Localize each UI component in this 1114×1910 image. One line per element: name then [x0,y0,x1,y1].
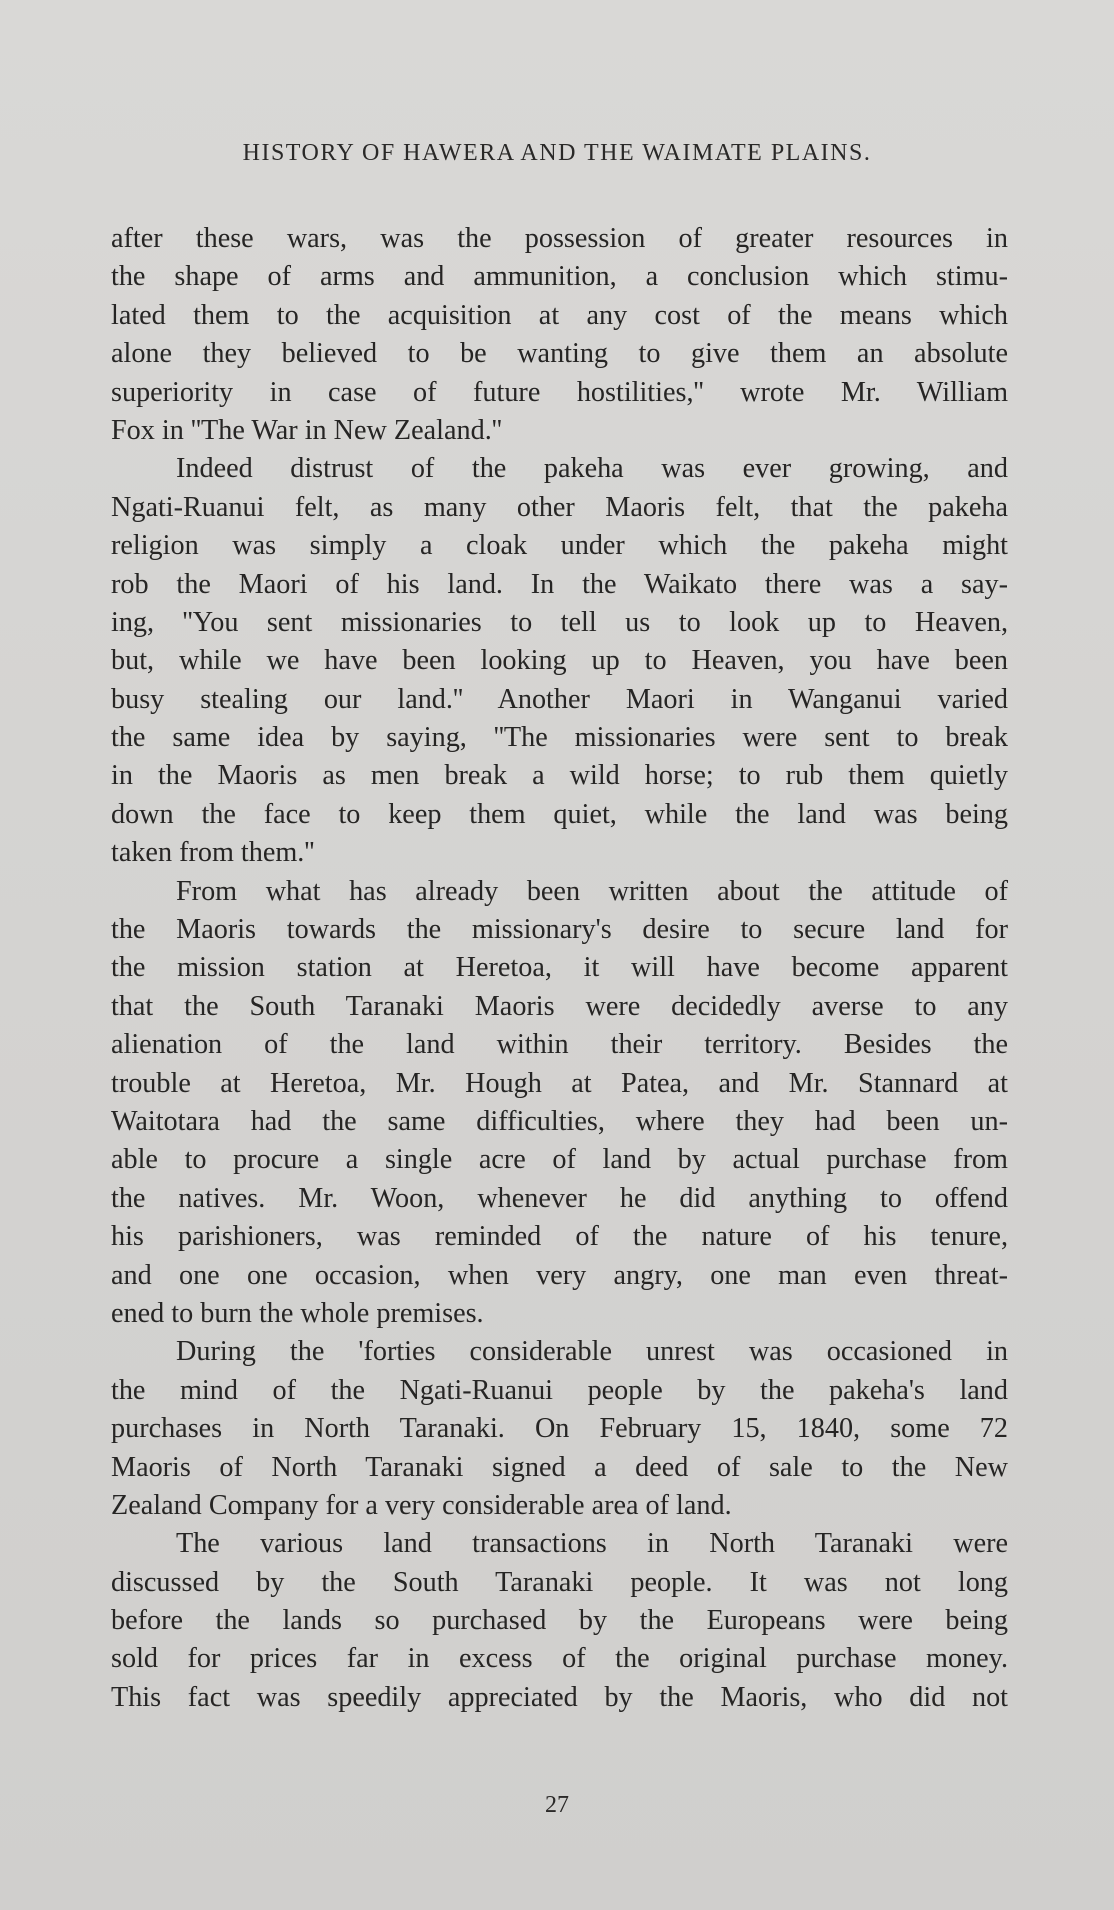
text-line: Indeed distrust of the pakeha was ever growing, and [176,453,1008,485]
text-line: the mission station at Heretoa, it will have become apparent [111,952,1008,984]
running-header: HISTORY OF HAWERA AND THE WAIMATE PLAINS. [242,140,872,166]
text-line: During the 'forties considerable unrest was occasioned in [176,1336,1008,1368]
text-line: alienation of the land within their territory. Besides the [111,1029,1008,1061]
page-number: 27 [545,1792,569,1818]
text-line: ened to burn the whole premises. [111,1297,484,1329]
text-line: superiority in case of future hostilities,'' wrote Mr. William [111,376,1008,408]
text-line: Maoris of North Taranaki signed a deed of sale to the New [111,1451,1008,1483]
text-line: This fact was speedily appreciated by the Maoris, who did not [111,1681,1008,1713]
text-line: sold for prices far in excess of the original purchase money. [111,1643,1008,1675]
text-line: taken from them.'' [111,837,315,869]
text-line: alone they believed to be wanting to give them an absolute [111,338,1008,370]
text-line: the natives. Mr. Woon, whenever he did anything to offend [111,1182,1008,1214]
text-line: the mind of the Ngati-Ruanui people by the pakeha's land [111,1374,1008,1406]
text-line: and one one occasion, when very angry, one man even threat- [111,1259,1008,1291]
text-line: ing, ''You sent missionaries to tell us to look up to Heaven, [111,606,1008,638]
text-line: the same idea by saying, ''The missionaries were sent to break [111,722,1008,754]
text-line: but, while we have been looking up to Heaven, you have been [111,645,1008,677]
text-line: Ngati-Ruanui felt, as many other Maoris felt, that the pakeha [111,491,1008,523]
text-line: the Maoris towards the missionary's desire to secure land for [111,914,1008,946]
text-line: purchases in North Taranaki. On February 15, 1840, some 72 [111,1413,1008,1445]
text-line: that the South Taranaki Maoris were decidedly averse to any [111,990,1008,1022]
text-line: religion was simply a cloak under which the pakeha might [111,530,1008,562]
text-line: rob the Maori of his land. In the Waikato there was a say- [111,568,1008,600]
text-line: after these wars, was the possession of greater resources in [111,223,1008,254]
text-line: trouble at Heretoa, Mr. Hough at Patea, and Mr. Stannard at [111,1067,1008,1099]
text-line: able to procure a single acre of land by actual purchase from [111,1144,1008,1176]
text-line: Zealand Company for a very considerable area of land. [111,1489,732,1521]
text-line: down the face to keep them quiet, while the land was being [111,798,1008,830]
text-line: Waitotara had the same difficulties, where they had been un- [111,1105,1008,1137]
text-line: busy stealing our land.'' Another Maori in Wanganui varied [111,683,1008,715]
text-line: his parishioners, was reminded of the nature of his tenure, [111,1221,1008,1253]
text-line: in the Maoris as men break a wild horse; to rub them quietly [111,760,1008,792]
text-line: lated them to the acquisition at any cost of the means which [111,299,1008,331]
text-line: Fox in ''The War in New Zealand.'' [111,414,502,446]
text-line: The various land transactions in North Taranaki were [176,1528,1008,1560]
text-line: From what has already been written about the attitude of [176,875,1008,907]
text-line: the shape of arms and ammunition, a conclusion which stimu- [111,261,1008,293]
text-line: discussed by the South Taranaki people. It was not long [111,1566,1008,1598]
body-text [111,220,1008,1717]
text-line: before the lands so purchased by the Europeans were being [111,1605,1008,1637]
